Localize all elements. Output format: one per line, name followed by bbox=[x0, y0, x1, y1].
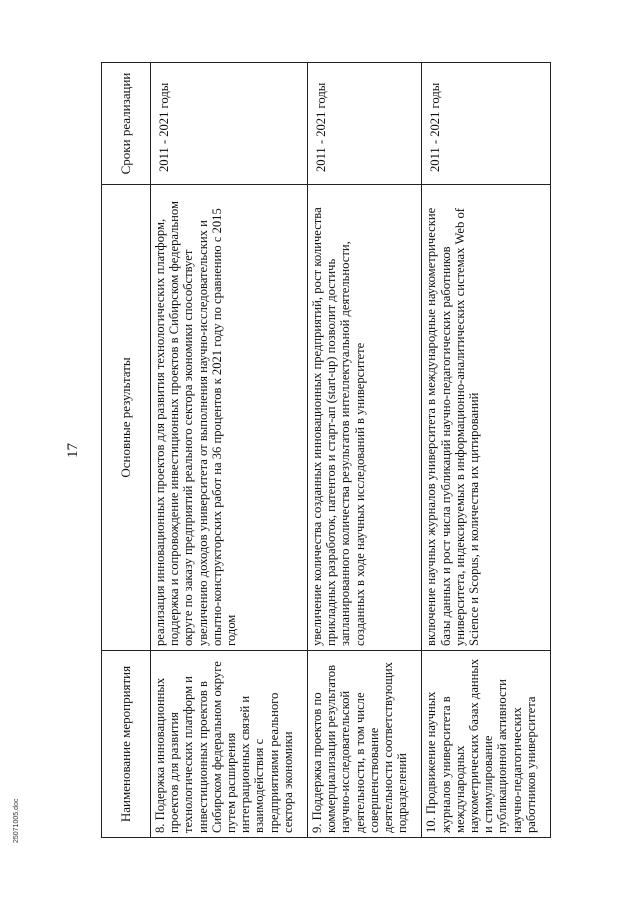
rotated-page-content bbox=[63, 63, 538, 838]
measure-results: включение научных журналов университета в международные наукометрические базы данных и рост числа публикаций научно-педагогических работников университета, индексируемых в информационно-аналитических системах Web of Science и Scopus, и количества их цитирований bbox=[422, 185, 551, 651]
table-row bbox=[308, 63, 422, 838]
measure-period: 2011 - 2021 годы bbox=[151, 63, 308, 185]
table-row bbox=[151, 63, 308, 838]
footer-file-code: 25071005.doc bbox=[13, 798, 20, 843]
table-header-row bbox=[102, 63, 151, 838]
header-results: Основные результаты bbox=[102, 185, 151, 651]
header-period: Сроки реализации bbox=[102, 63, 151, 185]
measure-period: 2011 - 2021 годы bbox=[422, 63, 551, 185]
measure-results: увеличение количества созданных инновационных предприятий, рост количества прикладных разработок, патентов и старт-ап (start-up) позволит достичь запланированного количества результатов интеллектуальной деятельности, созданных в ходе научных исследований в университете bbox=[308, 185, 422, 651]
header-name: Наименование мероприятия bbox=[102, 651, 151, 838]
measures-table bbox=[101, 62, 551, 838]
measure-name: 10. Продвижение научных журналов университета в международных наукометрических базах данных и стимулирование публикационной активности научно-педагогических работников университета bbox=[422, 651, 551, 838]
measure-name: 9. Поддержка проектов по коммерциализации результатов научно-исследовательской деятельности, в том числе совершенствование деятельности соответствующих подразделений bbox=[308, 651, 422, 838]
table-row bbox=[422, 63, 551, 838]
measure-name: 8. Подержка инновационных проектов для развития технологических платформ и инвестиционных проектов в Сибирском федеральном округе путем расширения интеграционных связей и взаимодействия с предприятиями реального сектора экономики bbox=[151, 651, 308, 838]
page-number: 17 bbox=[65, 443, 81, 458]
measure-results: реализация инновационных проектов для развития технологических платформ, поддержка и сопровождение инвестиционных проектов в Сибирском федеральном округе по заказу предприятий реального сектора экономики способствует увеличению доходов университета от выполнения научно-исследовательских и опытно-конструкторских работ на 36 процентов к 2021 году по сравнению с 2015 годом bbox=[151, 185, 308, 651]
measure-period: 2011 - 2021 годы bbox=[308, 63, 422, 185]
